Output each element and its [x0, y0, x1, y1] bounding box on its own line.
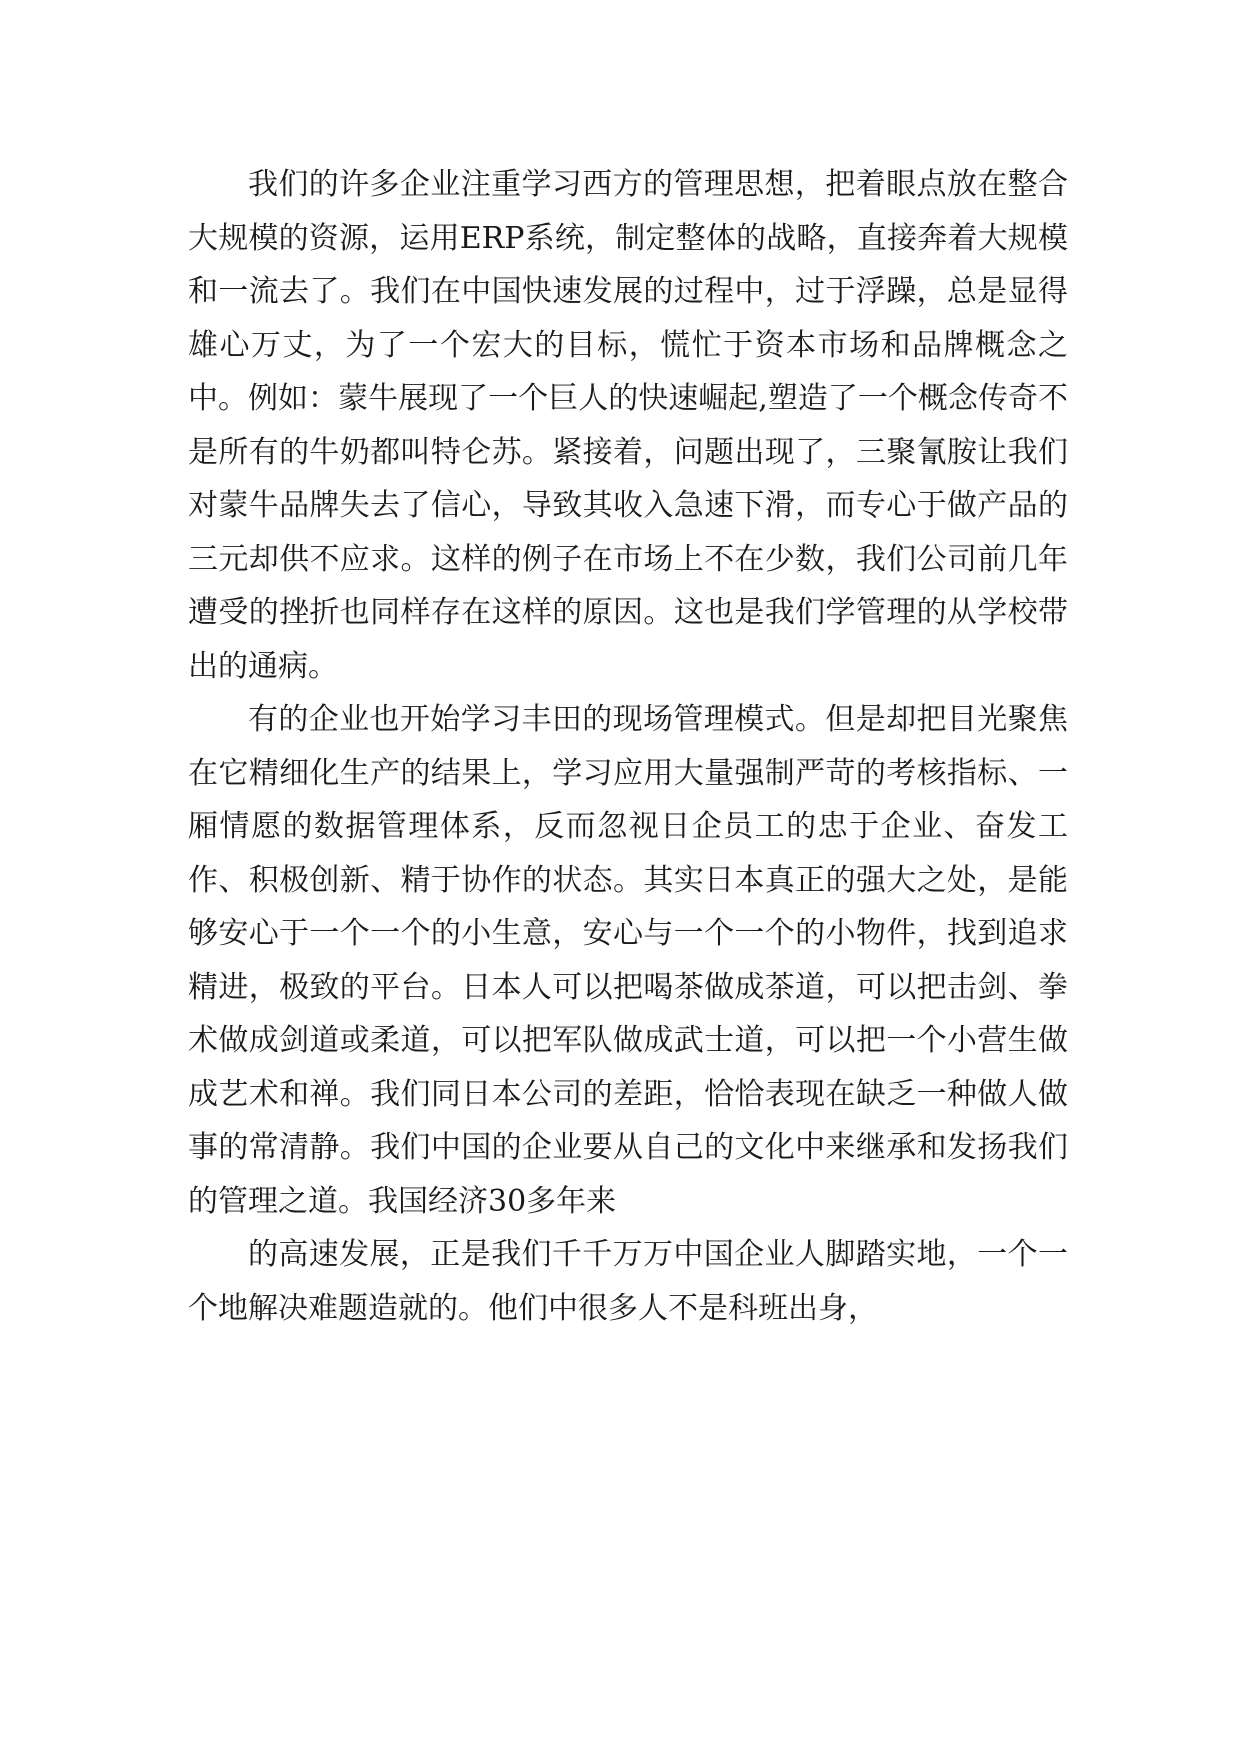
document-body [188, 158, 1068, 1335]
paragraph-2: 有的企业也开始学习丰田的现场管理模式。但是却把目光聚焦在它精细化生产的结果上，学习应用大量强制严苛的考核指标、一厢情愿的数据管理体系，反而忽视日企员工的忠于企业、奋发工作、积极创新、精于协作的状态。其实日本真正的强大之处，是能够安心于一个一个的小生意，安心与一个一个的小物件，找到追求精进，极致的平台。日本人可以把喝茶做成茶道，可以把击剑、拳术做成剑道或柔道，可以把军队做成武士道，可以把一个小营生做成艺术和禅。我们同日本公司的差距，恰恰表现在缺乏一种做人做事的常清静。我们中国的企业要从自己的文化中来继承和发扬我们的管理之道。我国经济30多年来 [188, 702, 1068, 1219]
paragraph-1: 我们的许多企业注重学习西方的管理思想，把着眼点放在整合大规模的资源，运用ERP系统，制定整体的战略，直接奔着大规模和一流去了。我们在中国快速发展的过程中，过于浮躁，总是显得雄心万丈，为了一个宏大的目标，慌忙于资本市场和品牌概念之中。例如：蒙牛展现了一个巨人的快速崛起,塑造了一个概念传奇不是所有的牛奶都叫特仑苏。紧接着，问题出现了，三聚氰胺让我们对蒙牛品牌失去了信心，导致其收入急速下滑，而专心于做产品的三元却供不应求。这样的例子在市场上不在少数，我们公司前几年遭受的挫折也同样存在这样的原因。这也是我们学管理的从学校带出的通病。 [188, 167, 1068, 684]
paragraph-3: 的高速发展，正是我们千千万万中国企业人脚踏实地，一个一个地解决难题造就的。他们中很多人不是科班出身， [188, 1237, 1068, 1326]
